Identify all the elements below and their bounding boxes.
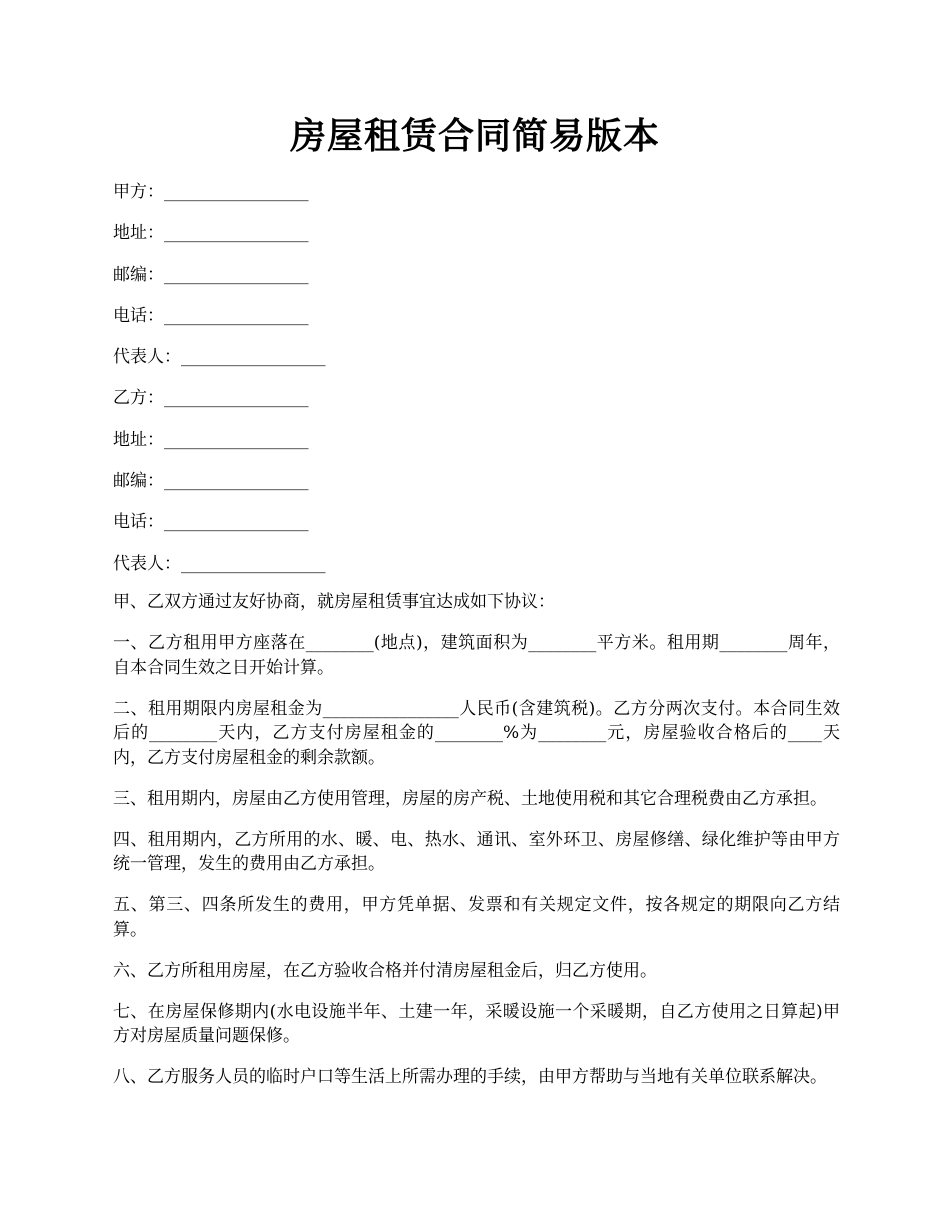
party-a-postcode-field: 邮编：_________________ bbox=[113, 264, 309, 285]
clause-8: 八、乙方服务人员的临时户口等生活上所需办理的手续，由甲方帮助与当地有关单位联系解决。 bbox=[113, 1067, 827, 1087]
party-b-postcode-field: 邮编：_________________ bbox=[113, 471, 309, 492]
clause-5: 五、第三、四条所发生的费用，甲方凭单据、发票和有关规定文件，按各规定的期限向乙方结算。 bbox=[113, 895, 840, 940]
document-title: 房屋租赁合同简易版本 bbox=[289, 115, 660, 157]
party-b-phone-field: 电话：_________________ bbox=[113, 512, 309, 533]
clause-1: 一、乙方租用甲方座落在________(地点)，建筑面积为________平方米。租用期________周年，自本合同生效之日开始计算。 bbox=[113, 633, 840, 678]
party-info-section bbox=[113, 178, 843, 591]
clause-4: 四、租用期内，乙方所用的水、暖、电、热水、通讯、室外环卫、房屋修缮、绿化维护等由甲方统一管理，发生的费用由乙方承担。 bbox=[113, 829, 840, 874]
party-a-phone-field: 电话：_________________ bbox=[113, 305, 309, 326]
intro-paragraph: 甲、乙双方通过友好协商，就房屋租赁事宜达成如下协议： bbox=[113, 592, 555, 612]
party-b-representative-field: 代表人：_________________ bbox=[113, 553, 326, 574]
clause-2: 二、租用期限内房屋租金为________________人民币(含建筑税)。乙方分两次支付。本合同生效后的________天内，乙方支付房屋租金的________%为________元，房屋验收合格后的____天内，乙方支付房屋租金的剩余款额。 bbox=[113, 698, 840, 768]
clause-7: 七、在房屋保修期内(水电设施半年、土建一年，采暖设施一个采暖期，自乙方使用之日算起)甲方对房屋质量问题保修。 bbox=[113, 1001, 840, 1046]
party-a-representative-field: 代表人：_________________ bbox=[113, 347, 326, 368]
party-b-address-field: 地址：_________________ bbox=[113, 429, 309, 450]
clause-3: 三、租用期内，房屋由乙方使用管理，房屋的房产税、土地使用税和其它合理税费由乙方承担。 bbox=[113, 788, 827, 809]
party-a-name-field: 甲方：_________________ bbox=[113, 182, 309, 202]
contract-body bbox=[113, 590, 840, 1106]
clause-6: 六、乙方所租用房屋，在乙方验收合格并付清房屋租金后，归乙方使用。 bbox=[113, 960, 657, 981]
party-a-address-field: 地址：_________________ bbox=[113, 223, 309, 244]
party-b-name-field: 乙方：_________________ bbox=[113, 388, 309, 409]
